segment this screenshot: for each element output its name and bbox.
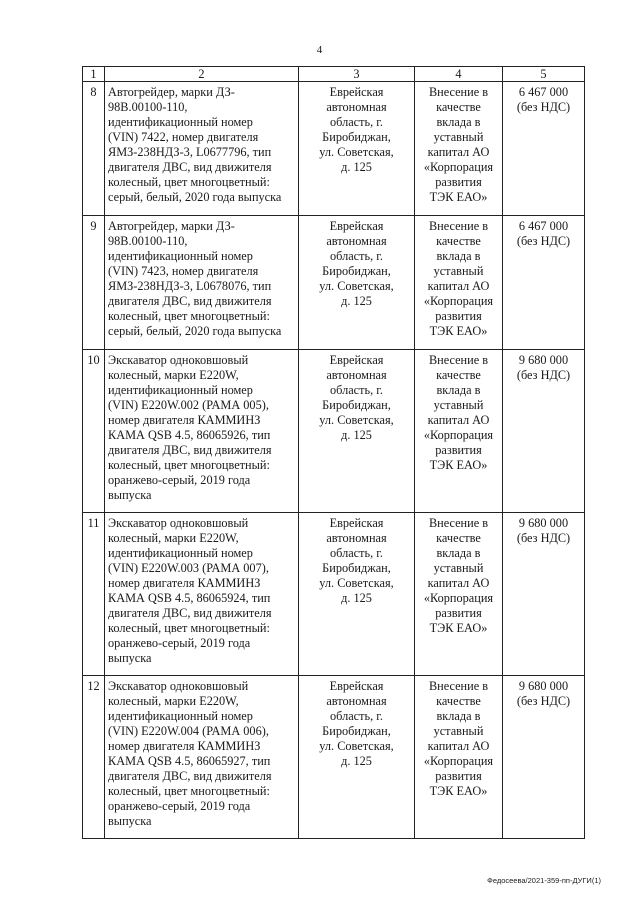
item-address: Еврейская автономная область, г. Биробиджан, ул. Советская, д. 125 xyxy=(299,350,415,513)
item-description: Экскаватор одноковшовый колесный, марки E220W, идентификационный номер (VIN) E220W.003 (РАМА 007), номер двигателя КАММИНЗ КАМА QSB 4.5, 86065924, тип двигателя ДВС, вид движителя колесный, цвет многоцветный: оранжево-серый, 2019 года выпуска xyxy=(105,513,299,676)
column-header: 1 xyxy=(83,67,105,82)
column-header: 5 xyxy=(503,67,585,82)
page-number: 4 xyxy=(316,44,323,56)
item-price: 9 680 000 (без НДС) xyxy=(503,676,585,839)
item-description: Автогрейдер, марки ДЗ- 98В.00100-110, идентификационный номер (VIN) 7422, номер двигателя ЯМЗ-238НДЗ-3, L0677796, тип двигателя ДВС, вид движителя колесный, цвет многоцветный: серый, белый, 2020 года выпуска xyxy=(105,82,299,216)
item-basis: Внесение в качестве вклада в уставный капитал АО «Корпорация развития ТЭК ЕАО» xyxy=(415,216,503,350)
item-address: Еврейская автономная область, г. Биробиджан, ул. Советская, д. 125 xyxy=(299,513,415,676)
row-number: 10 xyxy=(83,350,105,513)
table-row xyxy=(83,216,585,350)
table-row xyxy=(83,350,585,513)
table-row xyxy=(83,82,585,216)
table-header-row xyxy=(83,67,585,82)
item-price: 9 680 000 (без НДС) xyxy=(503,513,585,676)
column-header: 3 xyxy=(299,67,415,82)
item-basis: Внесение в качестве вклада в уставный капитал АО «Корпорация развития ТЭК ЕАО» xyxy=(415,350,503,513)
item-description: Экскаватор одноковшовый колесный, марки E220W, идентификационный номер (VIN) E220W.002 (РАМА 005), номер двигателя КАММИНЗ КАМА QSB 4.5, 86065926, тип двигателя ДВС, вид движителя колесный, цвет многоцветный: оранжево-серый, 2019 года выпуска xyxy=(105,350,299,513)
item-description: Экскаватор одноковшовый колесный, марки E220W, идентификационный номер (VIN) E220W.004 (РАМА 006), номер двигателя КАММИНЗ КАМА QSB 4.5, 86065927, тип двигателя ДВС, вид движителя колесный, цвет многоцветный: оранжево-серый, 2019 года выпуска xyxy=(105,676,299,839)
item-description: Автогрейдер, марки ДЗ- 98В.00100-110, идентификационный номер (VIN) 7423, номер двигателя ЯМЗ-238НДЗ-3, L0678076, тип двигателя ДВС, вид движителя колесный, цвет многоцветный: серый, белый, 2020 года выпуска xyxy=(105,216,299,350)
row-number: 8 xyxy=(83,82,105,216)
item-price: 6 467 000 (без НДС) xyxy=(503,216,585,350)
table-row xyxy=(83,513,585,676)
item-address: Еврейская автономная область, г. Биробиджан, ул. Советская, д. 125 xyxy=(299,676,415,839)
row-number: 11 xyxy=(83,513,105,676)
row-number: 12 xyxy=(83,676,105,839)
item-price: 6 467 000 (без НДС) xyxy=(503,82,585,216)
document-footer-reference: Федосеева/2021-359-пп-ДУГИ(1) xyxy=(487,876,601,885)
column-header: 4 xyxy=(415,67,503,82)
item-basis: Внесение в качестве вклада в уставный капитал АО «Корпорация развития ТЭК ЕАО» xyxy=(415,82,503,216)
table-row xyxy=(83,676,585,839)
item-basis: Внесение в качестве вклада в уставный капитал АО «Корпорация развития ТЭК ЕАО» xyxy=(415,676,503,839)
item-basis: Внесение в качестве вклада в уставный капитал АО «Корпорация развития ТЭК ЕАО» xyxy=(415,513,503,676)
item-price: 9 680 000 (без НДС) xyxy=(503,350,585,513)
row-number: 9 xyxy=(83,216,105,350)
property-table xyxy=(82,66,585,839)
column-header: 2 xyxy=(105,67,299,82)
item-address: Еврейская автономная область, г. Биробиджан, ул. Советская, д. 125 xyxy=(299,216,415,350)
item-address: Еврейская автономная область, г. Биробиджан, ул. Советская, д. 125 xyxy=(299,82,415,216)
